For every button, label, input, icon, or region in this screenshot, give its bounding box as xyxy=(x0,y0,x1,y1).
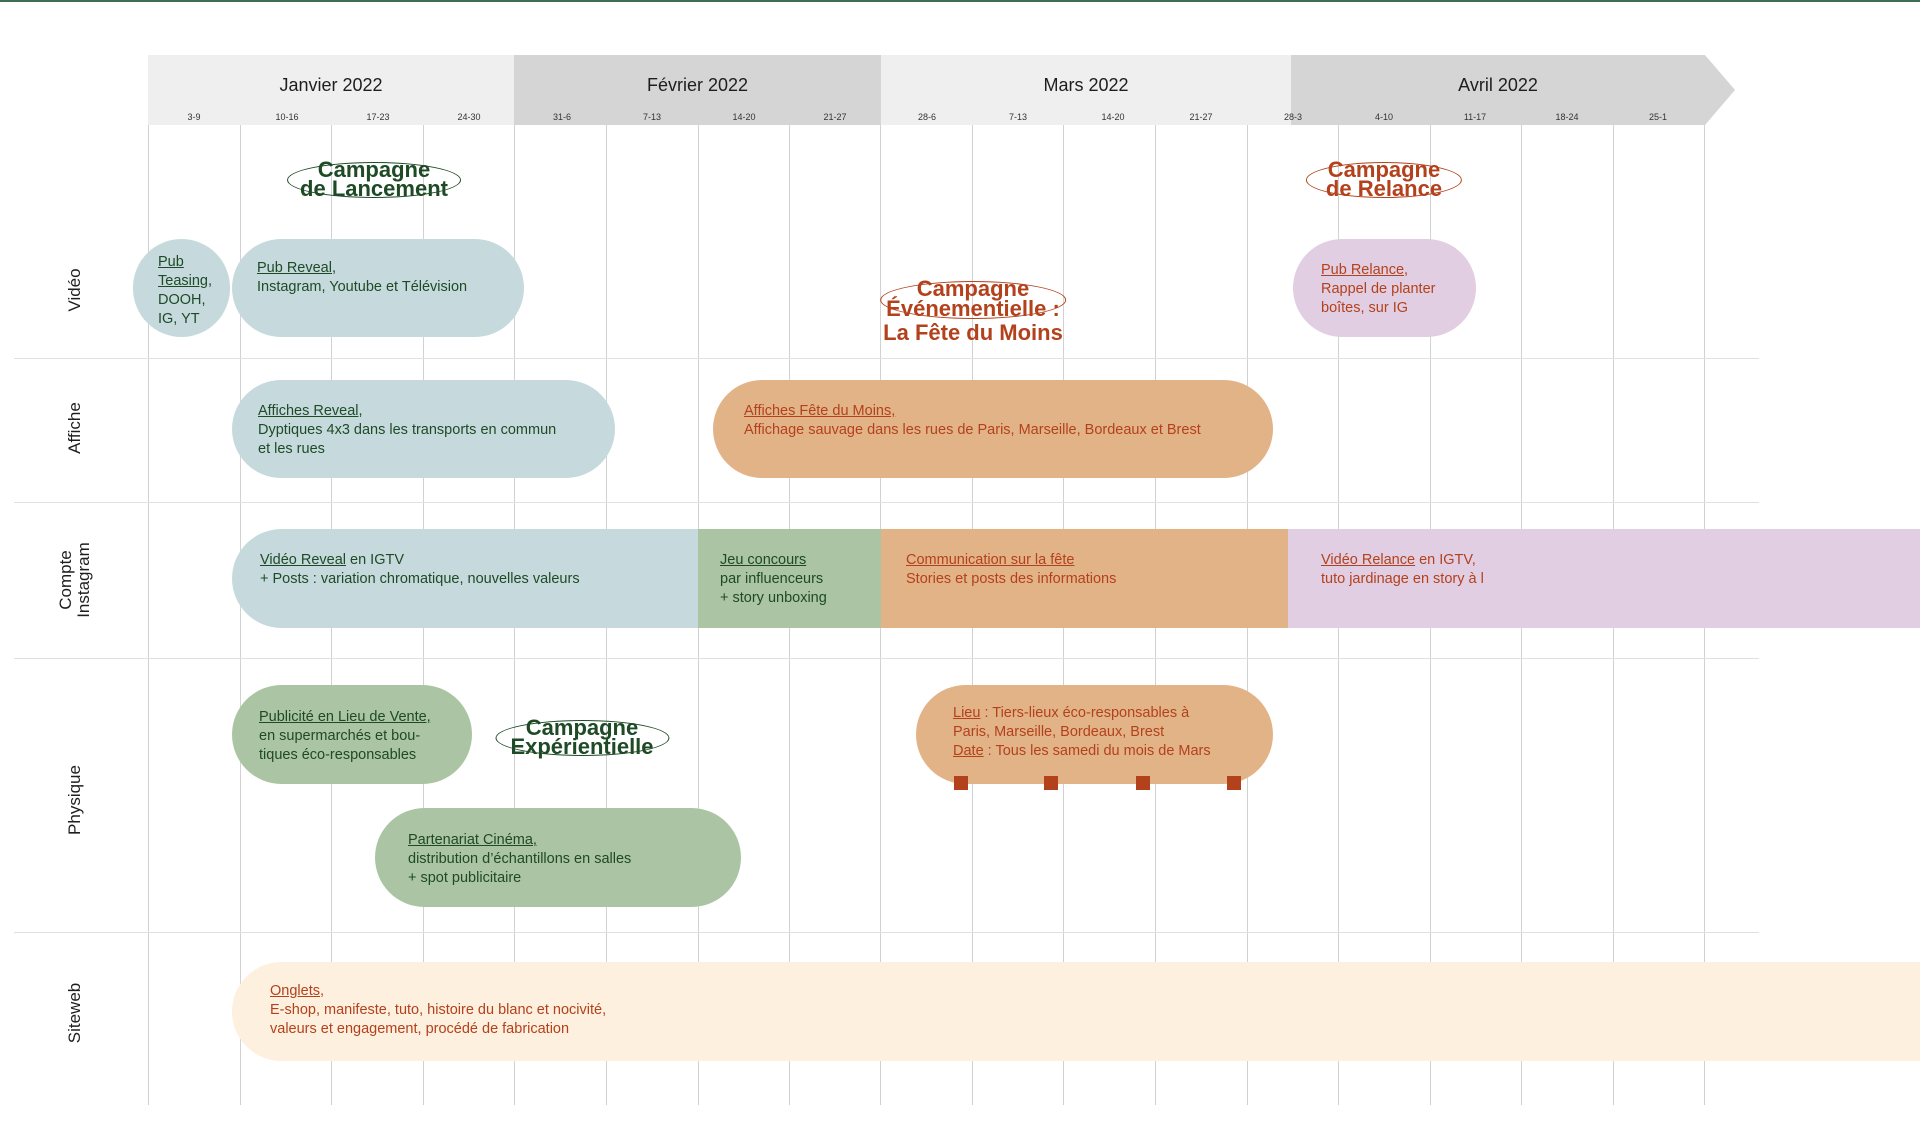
campaign-line: Campagne xyxy=(317,157,431,182)
card-text: par influenceurs xyxy=(720,571,824,587)
card-text: et les rues xyxy=(258,441,325,457)
week-label: 17-23 xyxy=(366,112,390,122)
card-title: Date xyxy=(953,743,984,759)
card-text: + story unboxing xyxy=(720,590,827,606)
card-title: Pub Reveal, xyxy=(257,260,336,276)
month-label: Février 2022 xyxy=(646,75,749,95)
date-marker xyxy=(1044,776,1058,790)
card-text: IG, YT xyxy=(158,311,200,327)
week-label: 28-3 xyxy=(1283,112,1303,122)
card-text: Affichage sauvage dans les rues de Paris, Marseille, Bordeaux et Brest xyxy=(744,422,1201,438)
top-rule xyxy=(0,0,1920,2)
month-label: Mars 2022 xyxy=(1043,75,1129,95)
card-title: Jeu concours xyxy=(720,552,807,568)
month-label: Janvier 2022 xyxy=(279,75,383,95)
date-marker xyxy=(954,776,968,790)
month-march xyxy=(881,55,1291,125)
row-label-siteweb: Siteweb xyxy=(65,982,84,1044)
jeu-concours-card[interactable] xyxy=(698,529,881,628)
card-title: Affiches Reveal, xyxy=(258,403,363,419)
card-text: Stories et posts des informations xyxy=(906,571,1117,587)
communication-card[interactable] xyxy=(881,529,1288,628)
week-label: 25-1 xyxy=(1648,112,1668,122)
card-title: Pub Relance, xyxy=(1321,262,1409,278)
card-text: Instagram, Youtube et Télévision xyxy=(257,279,468,295)
campaign-line: Campagne xyxy=(525,715,639,740)
month-april xyxy=(1291,55,1705,125)
row-label-video: Vidéo xyxy=(65,268,84,312)
week-label: 7-13 xyxy=(642,112,662,122)
row-label-physique: Physique xyxy=(65,765,84,835)
card-text: DOOH, xyxy=(158,292,206,308)
week-label: 21-27 xyxy=(1189,112,1213,122)
row-label-line: Instagram xyxy=(74,542,93,618)
card-text: en supermarchés et bou- xyxy=(259,728,421,744)
campaign-relance xyxy=(1325,157,1443,201)
card-text: tiques éco-responsables xyxy=(259,747,417,763)
campaign-line: de Lancement xyxy=(300,176,448,201)
card-text: Rappel de planter xyxy=(1321,281,1436,297)
card-text: Dyptiques 4x3 dans les transports en commun xyxy=(258,422,557,438)
row-separator xyxy=(14,932,1759,933)
card-text: : Tous les samedi du mois de Mars xyxy=(983,743,1211,759)
lieu-card[interactable] xyxy=(916,685,1273,784)
card-title: Pub xyxy=(158,254,184,270)
week-label: 14-20 xyxy=(732,112,756,122)
date-marker xyxy=(1227,776,1241,790)
card-title: Lieu xyxy=(953,705,981,721)
week-label: 24-30 xyxy=(457,112,481,122)
week-label: 3-9 xyxy=(187,112,201,122)
week-label: 10-16 xyxy=(275,112,299,122)
week-label: 21-27 xyxy=(823,112,847,122)
video-relance-card[interactable] xyxy=(1288,529,1920,628)
campaign-line: La Fête du Moins xyxy=(883,320,1063,345)
week-label: 14-20 xyxy=(1101,112,1125,122)
card-text: + spot publicitaire xyxy=(408,870,522,886)
week-label: 31-6 xyxy=(552,112,572,122)
card-text: valeurs et engagement, procédé de fabrication xyxy=(270,1021,570,1037)
card-text: en IGTV, xyxy=(1415,552,1476,568)
card-text: en IGTV xyxy=(346,552,405,568)
campaign-evenementielle xyxy=(883,276,1063,347)
card-title: Teasing, xyxy=(158,273,213,289)
card-text: : Tiers-lieux éco-responsables à xyxy=(980,705,1190,721)
row-label-line: Compte xyxy=(56,550,75,610)
card-title: Communication sur la fête xyxy=(906,552,1075,568)
affiches-fete-card[interactable] xyxy=(713,380,1273,478)
card-title: Affiches Fête du Moins, xyxy=(744,403,896,419)
plv-card[interactable] xyxy=(232,685,472,784)
row-label-affiche: Affiche xyxy=(65,402,84,454)
card-title: Partenariat Cinéma, xyxy=(408,832,537,848)
row-separator xyxy=(14,502,1759,503)
card-text: Paris, Marseille, Bordeaux, Brest xyxy=(953,724,1165,740)
card-title-line xyxy=(260,551,699,570)
card-title-line xyxy=(1321,551,1920,570)
campaign-line: Événementielle : xyxy=(886,296,1060,321)
campaign-line: de Relance xyxy=(1325,176,1443,201)
row-separator xyxy=(14,358,1759,359)
campaign-line: Campagne xyxy=(916,276,1030,301)
card-title: Onglets, xyxy=(270,983,324,999)
campaign-line: Expérientielle xyxy=(510,734,654,759)
week-label: 28-6 xyxy=(917,112,937,122)
campaign-experientielle xyxy=(510,715,654,759)
card-title: Vidéo Reveal xyxy=(260,552,346,568)
affiches-reveal-card[interactable] xyxy=(232,380,615,478)
card-text: + Posts : variation chromatique, nouvelles valeurs xyxy=(260,571,580,587)
timeline-arrow xyxy=(1705,55,1735,125)
card-text: boîtes, sur IG xyxy=(1321,300,1409,316)
cinema-card[interactable] xyxy=(375,808,741,907)
card-text: E-shop, manifeste, tuto, histoire du blanc et nocivité, xyxy=(270,1002,607,1018)
card-title: Publicité en Lieu de Vente, xyxy=(259,709,431,725)
campaign-line: Campagne xyxy=(1327,157,1441,182)
week-label: 11-17 xyxy=(1463,112,1487,122)
card-title-line xyxy=(953,742,1273,761)
card-title: Vidéo Relance xyxy=(1321,552,1416,568)
week-label: 18-24 xyxy=(1555,112,1579,122)
date-marker xyxy=(1136,776,1150,790)
campaign-lancement xyxy=(300,157,448,201)
pub-relance-card[interactable] xyxy=(1293,239,1476,337)
card-text: tuto jardinage en story à l xyxy=(1321,571,1484,587)
onglets-card[interactable] xyxy=(232,962,1920,1061)
row-label-instagram xyxy=(57,542,93,618)
pub-teasing-card[interactable] xyxy=(133,239,230,337)
card-title-line xyxy=(953,704,1273,723)
card-text: distribution d’échantillons en salles xyxy=(408,851,632,867)
pub-reveal-card[interactable] xyxy=(232,239,524,337)
month-label: Avril 2022 xyxy=(1458,75,1538,95)
video-reveal-card[interactable] xyxy=(232,529,699,628)
row-separator xyxy=(14,658,1759,659)
week-label: 7-13 xyxy=(1008,112,1028,122)
week-label: 4-10 xyxy=(1374,112,1394,122)
